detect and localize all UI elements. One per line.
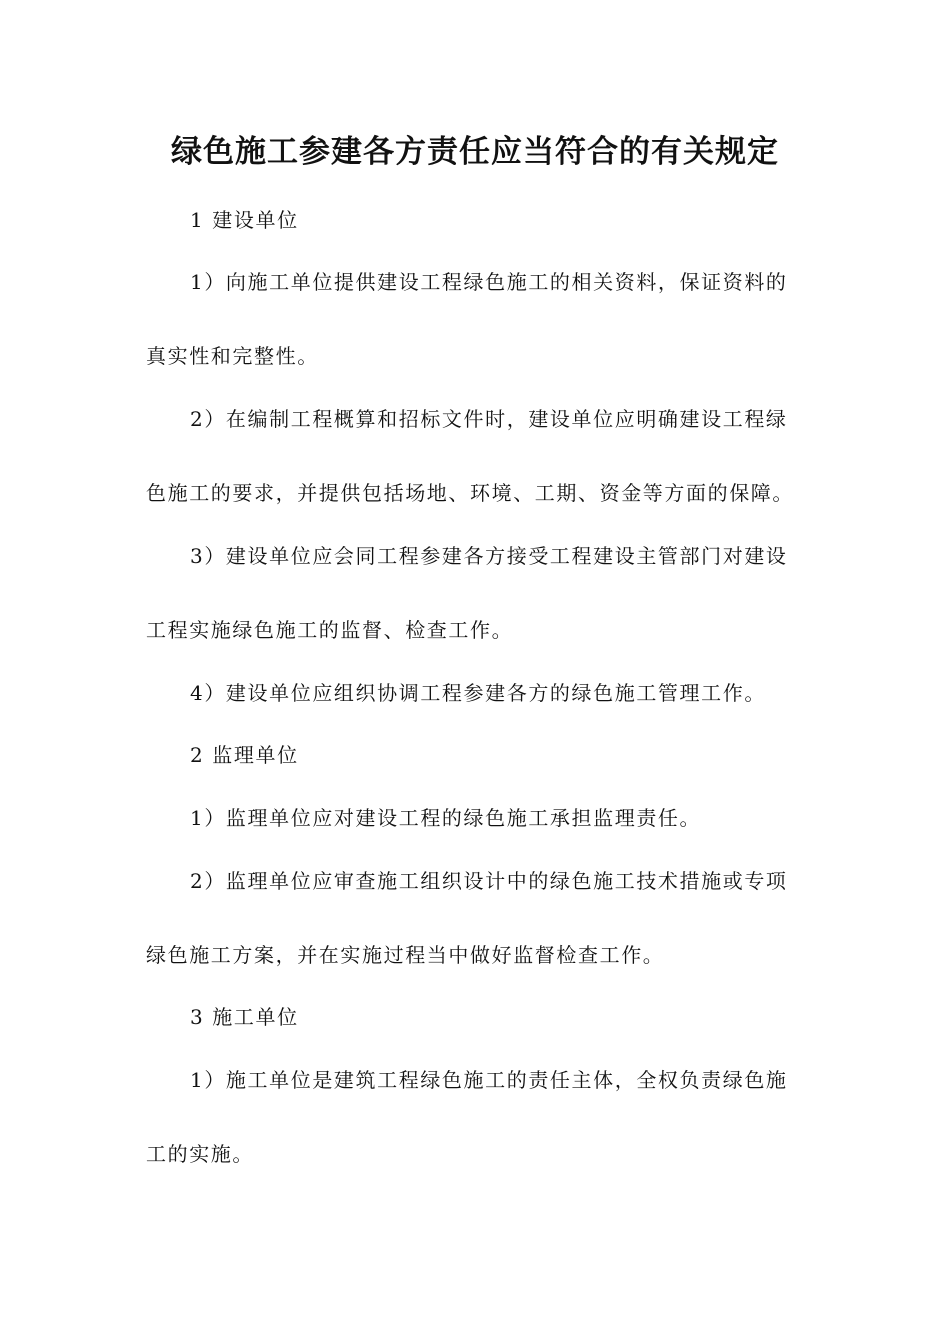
paragraph-line: 1）监理单位应对建设工程的绿色施工承担监理责任。 bbox=[190, 806, 702, 830]
paragraph-line: 1）向施工单位提供建设工程绿色施工的相关资料，保证资料的 bbox=[190, 270, 788, 294]
paragraph-line: 工程实施绿色施工的监督、检查工作。 bbox=[146, 618, 514, 642]
paragraph-line: 3）建设单位应会同工程参建各方接受工程建设主管部门对建设 bbox=[190, 544, 788, 568]
paragraph-line: 4）建设单位应组织协调工程参建各方的绿色施工管理工作。 bbox=[190, 681, 766, 705]
paragraph-line: 工的实施。 bbox=[146, 1142, 254, 1166]
section-heading-construction-unit: 1 建设单位 bbox=[190, 208, 299, 232]
paragraph-line: 1）施工单位是建筑工程绿色施工的责任主体，全权负责绿色施 bbox=[190, 1068, 788, 1092]
paragraph-line: 色施工的要求，并提供包括场地、环境、工期、资金等方面的保障。 bbox=[146, 481, 794, 505]
paragraph-line: 绿色施工方案，并在实施过程当中做好监督检查工作。 bbox=[146, 943, 665, 967]
paragraph-line: 2）监理单位应审查施工组织设计中的绿色施工技术措施或专项 bbox=[190, 869, 788, 893]
paragraph-line: 2）在编制工程概算和招标文件时，建设单位应明确建设工程绿 bbox=[190, 407, 788, 431]
paragraph-line: 真实性和完整性。 bbox=[146, 344, 319, 368]
section-heading-contractor-unit: 3 施工单位 bbox=[190, 1005, 299, 1029]
page-title: 绿色施工参建各方责任应当符合的有关规定 bbox=[171, 134, 779, 170]
section-heading-supervision-unit: 2 监理单位 bbox=[190, 743, 299, 767]
